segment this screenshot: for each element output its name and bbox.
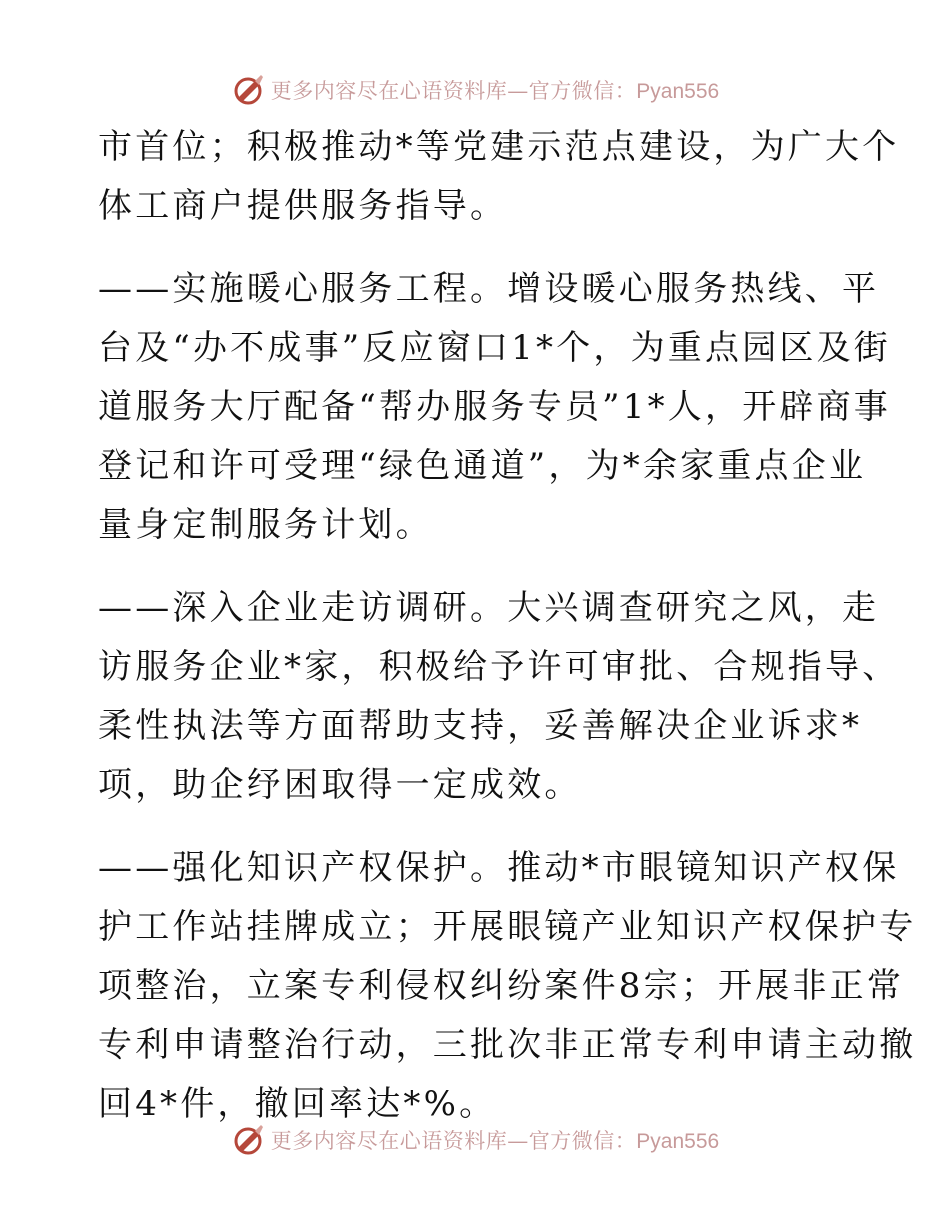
text-line: 台及“办不成事”反应窗口1*个，为重点园区及街 xyxy=(98,328,891,368)
text-line: 项，助企纾困取得一定成效。 xyxy=(98,765,582,805)
text-line: 访服务企业*家，积极给予许可审批、合规指导、 xyxy=(98,647,900,687)
text-line: 道服务大厅配备“帮办服务专员”1*人，开辟商事 xyxy=(98,387,891,427)
text-line: ——强化知识产权保护。推动*市眼镜知识产权保 xyxy=(98,848,900,888)
text-line: ——实施暖心服务工程。增设暖心服务热线、平 xyxy=(98,269,880,309)
text-line: 市首位；积极推动*等党建示范点建设，为广大个 xyxy=(98,127,900,167)
text-line: 登记和许可受理“绿色通道”，为*余家重点企业 xyxy=(98,446,867,486)
text-line: 项整治，立案专利侵权纠纷案件8宗；开展非正常 xyxy=(98,966,905,1006)
pen-logo-icon xyxy=(231,73,265,107)
watermark-text: 更多内容尽在心语资料库—官方微信：Pyan556 xyxy=(270,79,720,103)
watermark-text: 更多内容尽在心语资料库—官方微信：Pyan556 xyxy=(270,1129,720,1153)
pen-logo-icon xyxy=(231,1123,265,1157)
text-line: 护工作站挂牌成立；开展眼镜产业知识产权保护专 xyxy=(98,907,917,947)
paragraph-2 xyxy=(98,260,891,555)
text-line: 回4*件，撤回率达*%。 xyxy=(98,1084,497,1124)
watermark-wechat-id: Pyan556 xyxy=(636,1130,720,1153)
text-line: 专利申请整治行动，三批次非正常专利申请主动撤 xyxy=(98,1025,917,1065)
paragraph-4 xyxy=(98,839,917,1134)
watermark-wechat-id: Pyan556 xyxy=(636,80,720,103)
paragraph-1 xyxy=(98,118,900,236)
text-line: 体工商户提供服务指导。 xyxy=(98,186,508,226)
footer-watermark xyxy=(0,1118,950,1162)
header-watermark xyxy=(0,68,950,112)
text-line: ——深入企业走访调研。大兴调查研究之风，走 xyxy=(98,588,880,628)
text-line: 量身定制服务计划。 xyxy=(98,505,433,545)
text-line: 柔性执法等方面帮助支持，妥善解决企业诉求* xyxy=(98,706,863,746)
paragraph-3 xyxy=(98,579,900,815)
document-body xyxy=(98,118,917,1134)
